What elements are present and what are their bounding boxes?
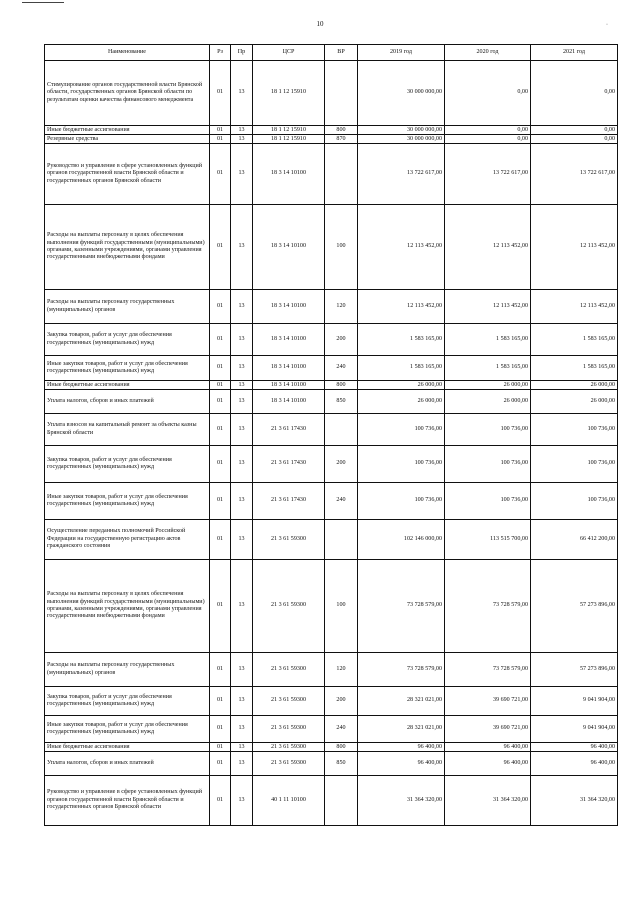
cell-pr: 13: [231, 390, 253, 414]
cell-csr: 18 3 14 10100: [253, 390, 325, 414]
cell-y2019: 96 400,00: [358, 752, 445, 776]
cell-rz: 01: [210, 61, 231, 126]
cell-name: Иные бюджетные ассигнования: [45, 126, 210, 135]
cell-pr: 13: [231, 743, 253, 752]
cell-name: Иные закупки товаров, работ и услуг для обеспечения государственных (муниципальных) нужд: [45, 483, 210, 520]
cell-y2021: 12 113 452,00: [531, 205, 618, 290]
table-row: [45, 126, 618, 135]
cell-y2020: 13 722 617,00: [445, 144, 531, 205]
header-pr: Пр: [231, 45, 253, 61]
cell-pr: 13: [231, 381, 253, 390]
table-row: [45, 716, 618, 743]
cell-y2021: 0,00: [531, 126, 618, 135]
cell-y2021: 13 722 617,00: [531, 144, 618, 205]
cell-rz: 01: [210, 483, 231, 520]
cell-y2021: 1 583 165,00: [531, 324, 618, 356]
cell-vr: 240: [325, 483, 358, 520]
cell-y2019: 12 113 452,00: [358, 205, 445, 290]
cell-name: Осуществление переданных полномочий Российской Федерации на государственную регистрацию актов гражданского состояния: [45, 520, 210, 560]
cell-rz: 01: [210, 381, 231, 390]
cell-csr: 18 1 12 15910: [253, 61, 325, 126]
cell-y2019: 31 364 320,00: [358, 776, 445, 826]
cell-y2021: 96 400,00: [531, 752, 618, 776]
cell-rz: 01: [210, 390, 231, 414]
cell-pr: 13: [231, 560, 253, 653]
header-name: Наименование: [45, 45, 210, 61]
table-row: [45, 520, 618, 560]
cell-rz: 01: [210, 135, 231, 144]
cell-csr: 21 3 61 17430: [253, 446, 325, 483]
cell-name: Уплата налогов, сборов и иных платежей: [45, 752, 210, 776]
cell-pr: 13: [231, 205, 253, 290]
cell-y2021: 31 364 320,00: [531, 776, 618, 826]
cell-y2019: 96 400,00: [358, 743, 445, 752]
cell-y2019: 100 736,00: [358, 446, 445, 483]
cell-y2019: 12 113 452,00: [358, 290, 445, 324]
cell-y2019: 28 321 021,00: [358, 716, 445, 743]
cell-csr: 21 3 61 59300: [253, 560, 325, 653]
cell-pr: 13: [231, 520, 253, 560]
table-row: [45, 687, 618, 716]
cell-csr: 21 3 61 59300: [253, 743, 325, 752]
cell-vr: 120: [325, 290, 358, 324]
cell-pr: 13: [231, 716, 253, 743]
cell-pr: 13: [231, 356, 253, 381]
header-2021: 2021 год: [531, 45, 618, 61]
table-row: [45, 776, 618, 826]
cell-y2019: 73 728 579,00: [358, 560, 445, 653]
cell-y2020: 1 583 165,00: [445, 324, 531, 356]
cell-y2021: 57 273 896,00: [531, 653, 618, 687]
cell-name: Иные бюджетные ассигнования: [45, 743, 210, 752]
cell-rz: 01: [210, 716, 231, 743]
cell-pr: 13: [231, 414, 253, 446]
cell-y2020: 73 728 579,00: [445, 560, 531, 653]
table-row: [45, 414, 618, 446]
cell-rz: 01: [210, 687, 231, 716]
cell-pr: 13: [231, 776, 253, 826]
table-row: [45, 752, 618, 776]
cell-y2021: 66 412 200,00: [531, 520, 618, 560]
table-row: [45, 356, 618, 381]
cell-y2020: 100 736,00: [445, 414, 531, 446]
cell-y2021: 26 000,00: [531, 381, 618, 390]
cell-y2019: 28 321 021,00: [358, 687, 445, 716]
table-row: [45, 290, 618, 324]
cell-vr: 100: [325, 560, 358, 653]
cell-vr: 800: [325, 743, 358, 752]
cell-name: Расходы на выплаты персоналу в целях обеспечения выполнения функций государственными (муниципальными) органами, казенными учреждениями, органами управления государственными внебюджетными фондами: [45, 205, 210, 290]
cell-vr: 850: [325, 752, 358, 776]
cell-name: Расходы на выплаты персоналу государственных (муниципальных) органов: [45, 290, 210, 324]
cell-y2021: 57 273 896,00: [531, 560, 618, 653]
cell-csr: 18 3 14 10100: [253, 356, 325, 381]
cell-y2021: 26 000,00: [531, 390, 618, 414]
cell-vr: 100: [325, 205, 358, 290]
cell-pr: 13: [231, 290, 253, 324]
table-body: [45, 61, 618, 826]
cell-y2019: 1 583 165,00: [358, 324, 445, 356]
cell-y2021: 1 583 165,00: [531, 356, 618, 381]
page-number: 10: [316, 20, 324, 28]
table-row: [45, 483, 618, 520]
scan-dot: ·: [606, 22, 608, 28]
header-csr: ЦСР: [253, 45, 325, 61]
cell-y2020: 0,00: [445, 126, 531, 135]
cell-pr: 13: [231, 135, 253, 144]
cell-csr: 21 3 61 17430: [253, 414, 325, 446]
cell-csr: 18 3 14 10100: [253, 144, 325, 205]
cell-name: Закупка товаров, работ и услуг для обеспечения государственных (муниципальных) нужд: [45, 687, 210, 716]
cell-rz: 01: [210, 520, 231, 560]
header-2019: 2019 год: [358, 45, 445, 61]
cell-name: Расходы на выплаты персоналу государственных (муниципальных) органов: [45, 653, 210, 687]
cell-name: Руководство и управление в сфере установленных функций органов государственной власти Брянской области и государственных органов Брянской области: [45, 776, 210, 826]
header-2020: 2020 год: [445, 45, 531, 61]
cell-pr: 13: [231, 126, 253, 135]
cell-pr: 13: [231, 144, 253, 205]
cell-name: Руководство и управление в сфере установленных функций органов государственной власти Брянской области и государственных органов Брянской области: [45, 144, 210, 205]
cell-y2020: 96 400,00: [445, 743, 531, 752]
cell-rz: 01: [210, 446, 231, 483]
cell-vr: 240: [325, 716, 358, 743]
table-row: [45, 381, 618, 390]
cell-name: Иные закупки товаров, работ и услуг для обеспечения государственных (муниципальных) нужд: [45, 716, 210, 743]
cell-y2021: 96 400,00: [531, 743, 618, 752]
table-row: [45, 324, 618, 356]
cell-y2021: 9 041 904,00: [531, 687, 618, 716]
cell-csr: 18 1 12 15910: [253, 126, 325, 135]
cell-rz: 01: [210, 776, 231, 826]
cell-y2019: 26 000,00: [358, 381, 445, 390]
cell-y2020: 26 000,00: [445, 390, 531, 414]
cell-pr: 13: [231, 752, 253, 776]
cell-vr: 120: [325, 653, 358, 687]
cell-csr: 18 3 14 10100: [253, 290, 325, 324]
cell-y2019: 102 146 000,00: [358, 520, 445, 560]
cell-vr: 870: [325, 135, 358, 144]
cell-name: Иные бюджетные ассигнования: [45, 381, 210, 390]
cell-rz: 01: [210, 324, 231, 356]
cell-name: Иные закупки товаров, работ и услуг для обеспечения государственных (муниципальных) нужд: [45, 356, 210, 381]
header-vr: ВР: [325, 45, 358, 61]
cell-pr: 13: [231, 324, 253, 356]
cell-name: Резервные средства: [45, 135, 210, 144]
cell-y2019: 100 736,00: [358, 414, 445, 446]
cell-y2021: 100 736,00: [531, 414, 618, 446]
cell-name: Закупка товаров, работ и услуг для обеспечения государственных (муниципальных) нужд: [45, 324, 210, 356]
cell-y2019: 26 000,00: [358, 390, 445, 414]
table-header-row: [45, 45, 618, 61]
cell-vr: [325, 144, 358, 205]
cell-y2020: 0,00: [445, 135, 531, 144]
cell-y2020: 31 364 320,00: [445, 776, 531, 826]
cell-vr: [325, 520, 358, 560]
cell-vr: [325, 61, 358, 126]
cell-name: Стимулирование органов государственной власти Брянской области, государственных органов Брянской области по результатам оценки качества финансового менеджмента: [45, 61, 210, 126]
cell-vr: 800: [325, 126, 358, 135]
cell-vr: 200: [325, 446, 358, 483]
cell-name: Расходы на выплаты персоналу в целях обеспечения выполнения функций государственными (муниципальными) органами, казенными учреждениями, органами управления государственными внебюджетными фондами: [45, 560, 210, 653]
cell-y2020: 96 400,00: [445, 752, 531, 776]
cell-rz: 01: [210, 653, 231, 687]
cell-y2020: 113 515 700,00: [445, 520, 531, 560]
cell-rz: 01: [210, 743, 231, 752]
cell-rz: 01: [210, 560, 231, 653]
cell-y2021: 100 736,00: [531, 483, 618, 520]
cell-y2019: 30 000 000,00: [358, 126, 445, 135]
cell-pr: 13: [231, 61, 253, 126]
table-row: [45, 144, 618, 205]
header-rz: Рз: [210, 45, 231, 61]
table-row: [45, 560, 618, 653]
cell-rz: 01: [210, 356, 231, 381]
cell-rz: 01: [210, 414, 231, 446]
table-row: [45, 135, 618, 144]
cell-name: Уплата налогов, сборов и иных платежей: [45, 390, 210, 414]
cell-y2021: 9 041 904,00: [531, 716, 618, 743]
cell-y2019: 30 000 000,00: [358, 61, 445, 126]
cell-vr: [325, 414, 358, 446]
cell-rz: 01: [210, 205, 231, 290]
cell-y2020: 12 113 452,00: [445, 290, 531, 324]
cell-pr: 13: [231, 687, 253, 716]
cell-vr: 800: [325, 381, 358, 390]
cell-csr: 18 3 14 10100: [253, 205, 325, 290]
cell-csr: 18 1 12 15910: [253, 135, 325, 144]
scan-mark: [22, 2, 64, 3]
cell-y2019: 13 722 617,00: [358, 144, 445, 205]
cell-vr: 200: [325, 324, 358, 356]
cell-y2019: 1 583 165,00: [358, 356, 445, 381]
cell-name: Уплата взносов на капитальный ремонт за объекты казны Брянской области: [45, 414, 210, 446]
cell-vr: 200: [325, 687, 358, 716]
table-row: [45, 653, 618, 687]
cell-y2020: 100 736,00: [445, 446, 531, 483]
table-row: [45, 205, 618, 290]
cell-y2021: 100 736,00: [531, 446, 618, 483]
cell-y2020: 100 736,00: [445, 483, 531, 520]
cell-rz: 01: [210, 126, 231, 135]
cell-rz: 01: [210, 144, 231, 205]
cell-y2020: 73 728 579,00: [445, 653, 531, 687]
cell-rz: 01: [210, 290, 231, 324]
cell-csr: 18 3 14 10100: [253, 381, 325, 390]
cell-csr: 18 3 14 10100: [253, 324, 325, 356]
cell-pr: 13: [231, 446, 253, 483]
cell-y2021: 0,00: [531, 135, 618, 144]
cell-y2021: 12 113 452,00: [531, 290, 618, 324]
cell-csr: 40 1 11 10100: [253, 776, 325, 826]
cell-pr: 13: [231, 483, 253, 520]
budget-table: [44, 44, 618, 826]
cell-y2019: 30 000 000,00: [358, 135, 445, 144]
cell-csr: 21 3 61 59300: [253, 653, 325, 687]
table-row: [45, 446, 618, 483]
table-row: [45, 743, 618, 752]
cell-y2020: 12 113 452,00: [445, 205, 531, 290]
cell-y2020: 39 690 721,00: [445, 687, 531, 716]
cell-y2020: 0,00: [445, 61, 531, 126]
cell-vr: 850: [325, 390, 358, 414]
cell-vr: [325, 776, 358, 826]
cell-y2019: 100 736,00: [358, 483, 445, 520]
cell-y2020: 1 583 165,00: [445, 356, 531, 381]
cell-vr: 240: [325, 356, 358, 381]
cell-csr: 21 3 61 59300: [253, 687, 325, 716]
cell-csr: 21 3 61 59300: [253, 752, 325, 776]
cell-csr: 21 3 61 59300: [253, 716, 325, 743]
table-row: [45, 61, 618, 126]
cell-rz: 01: [210, 752, 231, 776]
table-row: [45, 390, 618, 414]
cell-y2019: 73 728 579,00: [358, 653, 445, 687]
cell-y2020: 39 690 721,00: [445, 716, 531, 743]
cell-y2020: 26 000,00: [445, 381, 531, 390]
cell-name: Закупка товаров, работ и услуг для обеспечения государственных (муниципальных) нужд: [45, 446, 210, 483]
cell-pr: 13: [231, 653, 253, 687]
cell-csr: 21 3 61 17430: [253, 483, 325, 520]
cell-csr: 21 3 61 59300: [253, 520, 325, 560]
cell-y2021: 0,00: [531, 61, 618, 126]
